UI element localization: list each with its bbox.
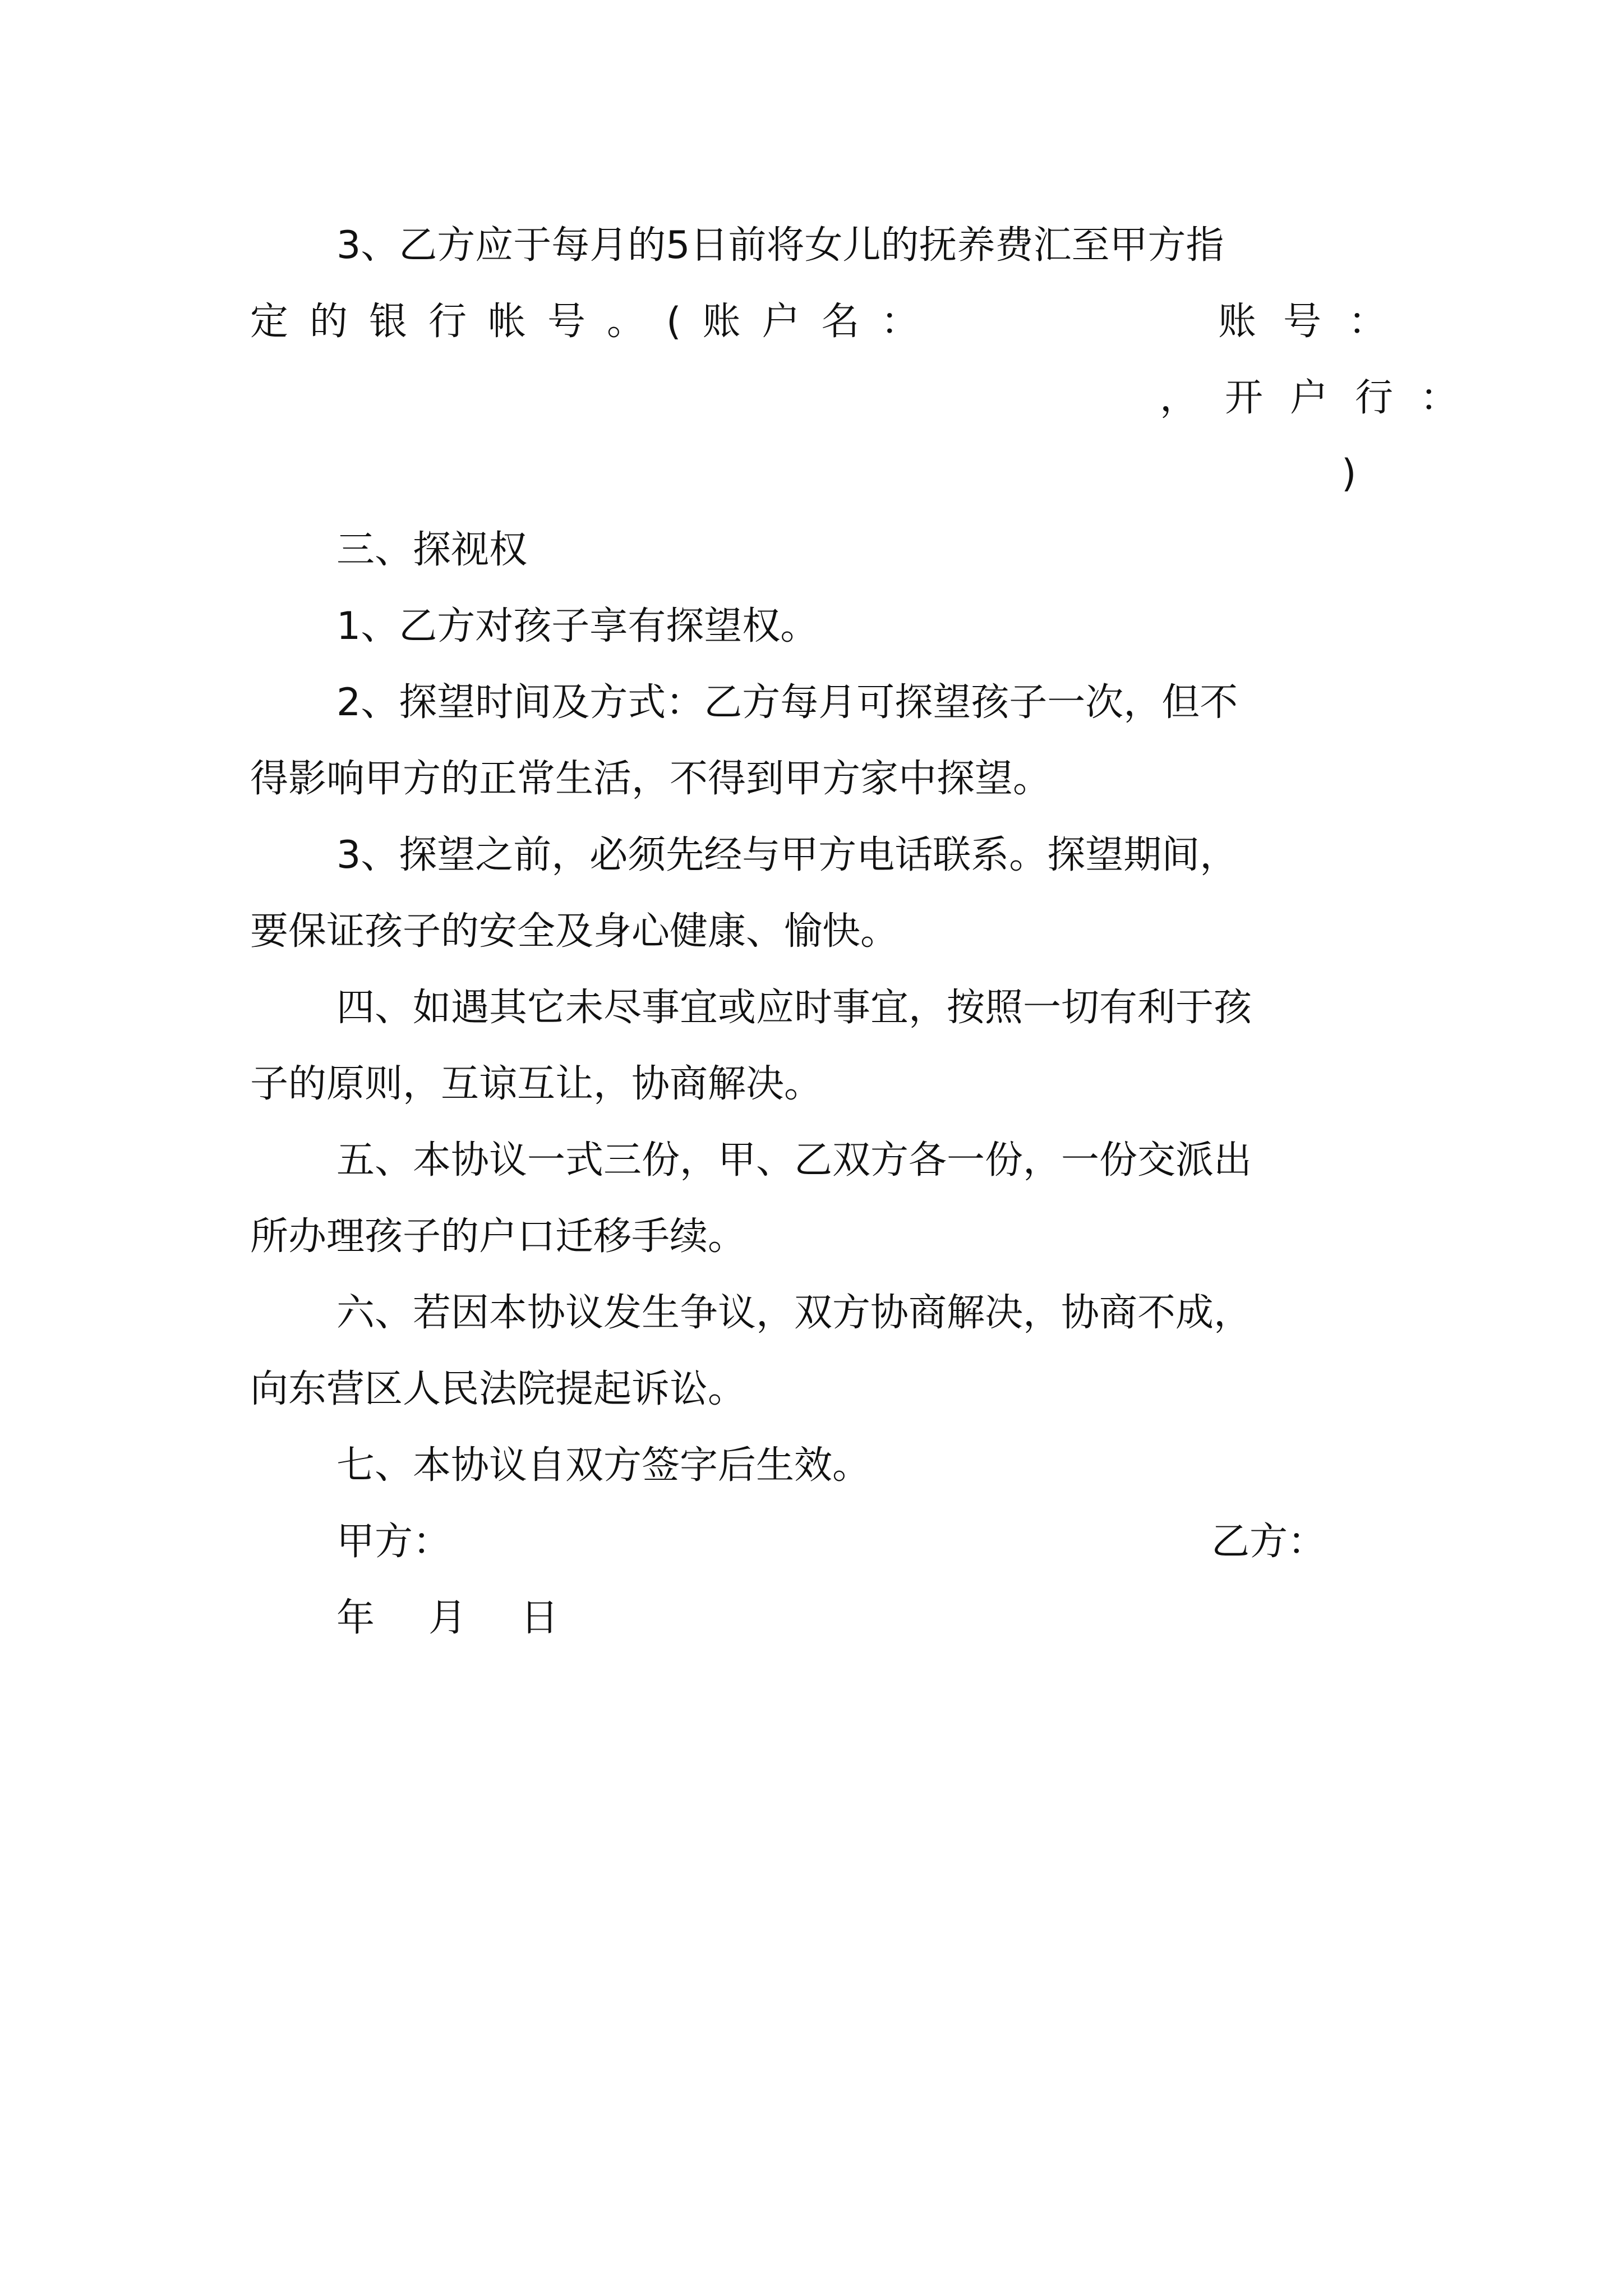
section-7-line-1: 七、本协议自双方签字后生效。: [336, 1443, 871, 1488]
visitation-item-1: 1、乙方对孩子享有探望权。: [336, 604, 819, 648]
section-4-line-1: 四、如遇其它未尽事宜或应时事宜，按照一切有利于孩: [336, 986, 1252, 1030]
visitation-item-2-line-1: 2、探望时间及方式：乙方每月可探望孩子一次，但不: [336, 680, 1238, 725]
party-a-signature-label: 甲方：: [336, 1520, 451, 1564]
visitation-item-3-line-2: 要保证孩子的安全及身心健康、愉快。: [250, 909, 899, 954]
party-b-signature-label: 乙方：: [1211, 1520, 1326, 1564]
payment-clause-account-number-label: 账号：: [1218, 300, 1414, 344]
section-6-line-1: 六、若因本协议发生争议，双方协商解决，协商不成，: [336, 1291, 1252, 1335]
visitation-item-2-line-2: 得影响甲方的正常生活，不得到甲方家中探望。: [250, 757, 1052, 801]
visitation-item-3-line-1: 3、探望之前，必须先经与甲方电话联系。探望期间，: [336, 833, 1238, 877]
payment-clause-closing-paren: ): [1341, 452, 1357, 496]
section-5-line-2: 所办理孩子的户口迁移手续。: [250, 1214, 746, 1259]
payment-clause-line-2-left: 定的银行帐号。(账户名：: [250, 300, 940, 344]
section-4-line-2: 子的原则，互谅互让，协商解决。: [250, 1062, 823, 1106]
payment-clause-bank-label: ，开户行：: [1160, 376, 1486, 420]
visitation-heading: 三、探视权: [336, 528, 528, 572]
signature-date: 年 月 日: [336, 1596, 567, 1640]
section-5-line-1: 五、本协议一式三份，甲、乙双方各一份，一份交派出: [336, 1138, 1252, 1182]
section-6-line-2: 向东营区人民法院提起诉讼。: [250, 1367, 746, 1411]
payment-clause-line-1: 3、乙方应于每月的5日前将女儿的抚养费汇至甲方指: [336, 223, 1224, 268]
